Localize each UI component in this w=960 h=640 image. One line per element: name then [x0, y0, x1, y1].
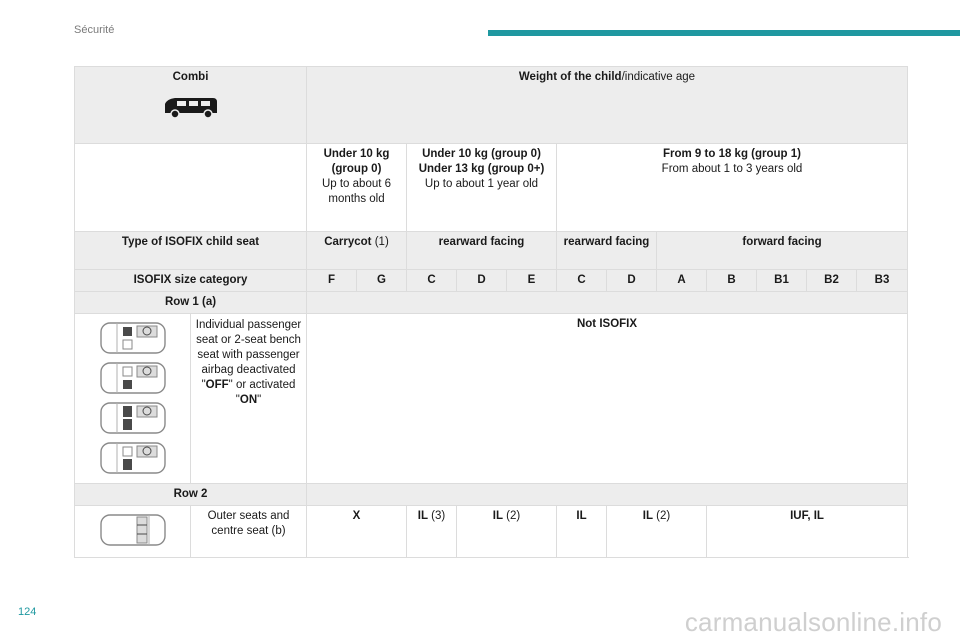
row1-seat-description: [191, 314, 307, 484]
row2-value-cell: [607, 506, 707, 558]
vehicle-header-cell: [75, 67, 307, 144]
size-cell: A: [657, 270, 707, 292]
seat-layout-icon: [99, 401, 167, 435]
seat-layout-icon: [99, 441, 167, 475]
vehicle-label: Combi: [172, 71, 209, 83]
row2-label-filler: [307, 484, 908, 506]
row1-label-filler: [307, 292, 908, 314]
size-cell: B2: [807, 270, 857, 292]
row2-note: (2): [652, 510, 671, 522]
page-number: 124: [18, 606, 37, 618]
row2-seat-description: Outer seats and centre seat (b): [191, 506, 307, 558]
size-cell: B1: [757, 270, 807, 292]
group-3-age: From about 1 to 3 years old: [661, 163, 803, 175]
carrycot-note: (1): [371, 236, 389, 248]
row2-icon-cell: [75, 506, 191, 558]
size-cell: C: [407, 270, 457, 292]
group-1-weight: Under 10 kg (group 0): [323, 148, 390, 175]
size-cell: F: [307, 270, 357, 292]
group-2-weight-b: Under 13 kg (group 0+): [418, 163, 545, 175]
watermark: carmanualsonline.info: [684, 607, 942, 637]
seat-layout-icon: [99, 513, 167, 547]
carrycot-label: Carrycot: [324, 236, 372, 248]
section-title: Sécurité: [74, 24, 115, 36]
row2-value: IL: [492, 510, 503, 522]
row2-value-cell: X: [307, 506, 407, 558]
size-cell: D: [607, 270, 657, 292]
size-cell: B3: [857, 270, 908, 292]
row2-value-cell: IL: [557, 506, 607, 558]
empty-cell: [75, 144, 307, 232]
airbag-on-label: ON: [239, 394, 258, 406]
weight-heading-bold: Weight of the child: [518, 71, 622, 83]
row1-desc-c: ": [257, 394, 262, 406]
row2-value-cell: IUF, IL: [707, 506, 908, 558]
size-cell: C: [557, 270, 607, 292]
group-2-age: Up to about 1 year old: [424, 178, 539, 190]
row2-value-cell: [407, 506, 457, 558]
size-cell: E: [507, 270, 557, 292]
row2-label: Row 2: [75, 484, 307, 506]
size-cell: G: [357, 270, 407, 292]
van-icon: [161, 95, 221, 121]
weight-header-cell: [307, 67, 908, 144]
group-1-age: Up to about 6 months old: [321, 178, 392, 205]
forward-cell: forward facing: [657, 232, 908, 270]
row2-value-cell: [457, 506, 557, 558]
not-isofix-cell: Not ISOFIX: [307, 314, 908, 484]
size-row-label: ISOFIX size category: [75, 270, 307, 292]
isofix-table: [74, 66, 908, 558]
row2-note: (3): [427, 510, 446, 522]
group-cell-2: [407, 144, 557, 232]
rearward-cell: rearward facing: [407, 232, 557, 270]
group-cell-3: [557, 144, 908, 232]
size-cell: B: [707, 270, 757, 292]
group-3-weight: From 9 to 18 kg (group 1): [662, 148, 801, 160]
carrycot-cell: [307, 232, 407, 270]
group-cell-1: [307, 144, 407, 232]
header-accent-bar: [488, 30, 960, 36]
seat-layout-icon: [99, 361, 167, 395]
airbag-off-label: OFF: [205, 379, 229, 391]
row1-desc-a: Individual passenger seat or 2-seat bench seat with passenger airbag deactivated ": [195, 319, 302, 391]
row1-icons-cell: [75, 314, 191, 484]
row1-label: Row 1 (a): [75, 292, 307, 314]
row2-note: (2): [502, 510, 521, 522]
rearward-cell-2: rearward facing: [557, 232, 657, 270]
row2-value: IL: [417, 510, 428, 522]
weight-heading-rest: /indicative age: [621, 71, 696, 83]
group-2-weight-a: Under 10 kg (group 0): [422, 148, 541, 160]
size-cell: D: [457, 270, 507, 292]
row1-desc-b: " or activated ": [228, 379, 296, 406]
type-row-label: Type of ISOFIX child seat: [75, 232, 307, 270]
seat-layout-icon: [99, 321, 167, 355]
row2-value: IL: [642, 510, 653, 522]
